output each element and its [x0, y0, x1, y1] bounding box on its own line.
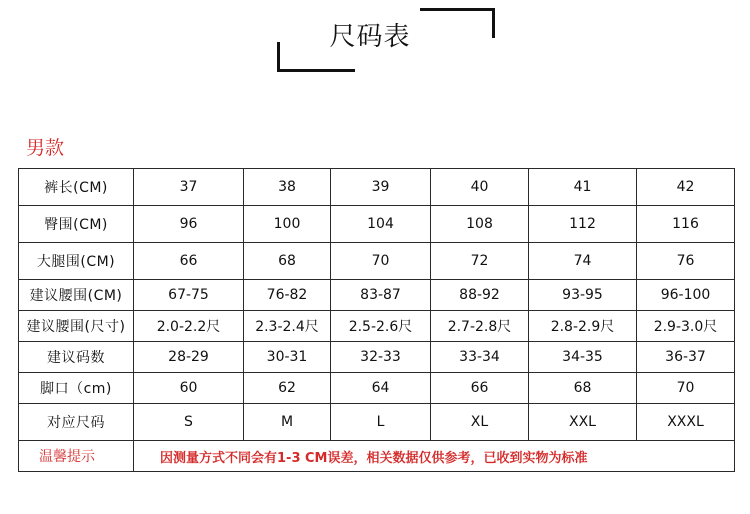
- table-row: [19, 206, 735, 243]
- row-header: 大腿围(CM): [19, 243, 134, 280]
- table-row: [19, 404, 735, 441]
- table-cell: 96: [134, 206, 244, 243]
- note-label: 温馨提示: [19, 441, 134, 472]
- table-row: [19, 169, 735, 206]
- table-row: [19, 243, 735, 280]
- table-cell: 38: [244, 169, 331, 206]
- table-cell: 2.9-3.0尺: [637, 311, 735, 342]
- table-cell: 60: [134, 373, 244, 404]
- table-cell: 36-37: [637, 342, 735, 373]
- table-cell: XXL: [529, 404, 637, 441]
- table-cell: 76: [637, 243, 735, 280]
- table-cell: XL: [431, 404, 529, 441]
- table-cell: 41: [529, 169, 637, 206]
- table-cell: 76-82: [244, 280, 331, 311]
- table-cell: 67-75: [134, 280, 244, 311]
- size-chart-table: [18, 168, 735, 472]
- table-row: [19, 342, 735, 373]
- table-cell: 42: [637, 169, 735, 206]
- table-cell: 83-87: [331, 280, 431, 311]
- table-cell: 30-31: [244, 342, 331, 373]
- table-cell: 93-95: [529, 280, 637, 311]
- table-cell: 68: [529, 373, 637, 404]
- table-cell: 112: [529, 206, 637, 243]
- table-cell: 34-35: [529, 342, 637, 373]
- table-cell: 68: [244, 243, 331, 280]
- table-cell: 66: [134, 243, 244, 280]
- table-cell: 28-29: [134, 342, 244, 373]
- table-cell: 40: [431, 169, 529, 206]
- size-chart-body: [19, 169, 735, 472]
- table-cell: 39: [331, 169, 431, 206]
- table-cell: 108: [431, 206, 529, 243]
- table-cell: L: [331, 404, 431, 441]
- table-cell: 70: [331, 243, 431, 280]
- table-cell: 2.0-2.2尺: [134, 311, 244, 342]
- table-cell: 32-33: [331, 342, 431, 373]
- row-header: 脚口（cm): [19, 373, 134, 404]
- table-cell: 64: [331, 373, 431, 404]
- table-row: [19, 311, 735, 342]
- table-cell: 104: [331, 206, 431, 243]
- table-row: [19, 280, 735, 311]
- note-text: 因测量方式不同会有1-3 CM误差，相关数据仅供参考，已收到实物为标准: [134, 441, 735, 472]
- table-cell: 74: [529, 243, 637, 280]
- table-cell: M: [244, 404, 331, 441]
- table-cell: 2.7-2.8尺: [431, 311, 529, 342]
- row-header: 臀围(CM): [19, 206, 134, 243]
- row-header: 对应尺码: [19, 404, 134, 441]
- table-cell: 37: [134, 169, 244, 206]
- table-cell: XXXL: [637, 404, 735, 441]
- table-cell: 100: [244, 206, 331, 243]
- table-cell: 70: [637, 373, 735, 404]
- table-cell: 72: [431, 243, 529, 280]
- row-header: 裤长(CM): [19, 169, 134, 206]
- page-title: 尺码表: [329, 22, 411, 52]
- row-header: 建议腰围(尺寸): [19, 311, 134, 342]
- table-cell: 2.8-2.9尺: [529, 311, 637, 342]
- table-cell: 2.5-2.6尺: [331, 311, 431, 342]
- note-row: [19, 441, 735, 472]
- table-cell: S: [134, 404, 244, 441]
- table-cell: 116: [637, 206, 735, 243]
- table-cell: 2.3-2.4尺: [244, 311, 331, 342]
- table-cell: 62: [244, 373, 331, 404]
- table-cell: 33-34: [431, 342, 529, 373]
- row-header: 建议腰围(CM): [19, 280, 134, 311]
- table-cell: 66: [431, 373, 529, 404]
- section-label-mens: 男款: [26, 137, 65, 159]
- table-cell: 96-100: [637, 280, 735, 311]
- row-header: 建议码数: [19, 342, 134, 373]
- table-cell: 88-92: [431, 280, 529, 311]
- table-row: [19, 373, 735, 404]
